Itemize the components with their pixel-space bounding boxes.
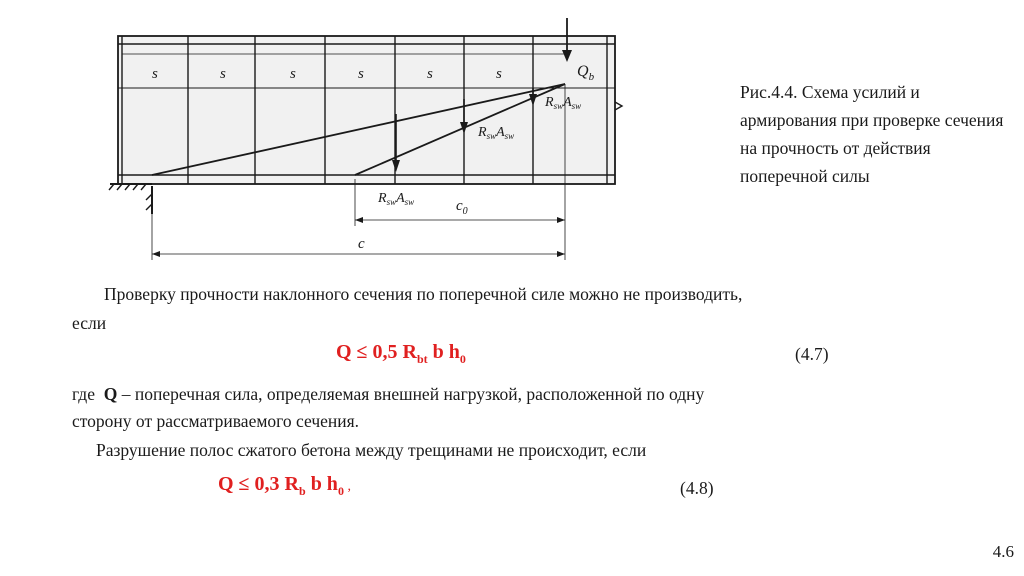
slide-number: 4.6 (992, 542, 1014, 561)
formula-4-7: Q ≤ 0,5 $R_{bt}$ b $h_0$ (336, 341, 466, 366)
spacing-label: s (152, 66, 158, 82)
c-label: c (358, 236, 365, 252)
spacing-label: s (427, 66, 433, 82)
spacing-label: s (220, 66, 226, 82)
c0-label: $c_0$ (456, 198, 468, 217)
qb-label: $Q_b$ (577, 63, 595, 83)
paragraph-line: Разрушение полос сжатого бетона между трещинами не происходит, если (96, 440, 647, 460)
equation-number: (4.7) (795, 344, 829, 364)
paragraph-line: если (72, 313, 107, 333)
spacing-label: s (290, 66, 296, 82)
paragraph-line: Проверку прочности наклонного сечения по поперечной силе можно не производить, (104, 284, 743, 304)
paragraph-line: где Q – поперечная сила, определяемая внешней нагрузкой, расположенной по одну (72, 384, 705, 404)
force-label: $R_{sw}A_{sw}$ (378, 191, 415, 207)
equation-number: (4.8) (680, 478, 714, 498)
force-label: $R_{sw}A_{sw}$ (545, 95, 582, 111)
formula-4-8: Q ≤ 0,3 $R_b$ b $h_0$ , (218, 473, 351, 498)
beam-reinforcement-diagram (100, 14, 640, 269)
spacing-label: s (496, 66, 502, 82)
force-label: $R_{sw}A_{sw}$ (478, 125, 515, 141)
paragraph-line: сторону от рассматриваемого сечения. (72, 411, 360, 431)
figure-caption: Рис.4.4. Схема усилий и армирования при проверке сечения на прочность от действия поперечной силы (740, 82, 1004, 186)
spacing-label: s (358, 66, 364, 82)
